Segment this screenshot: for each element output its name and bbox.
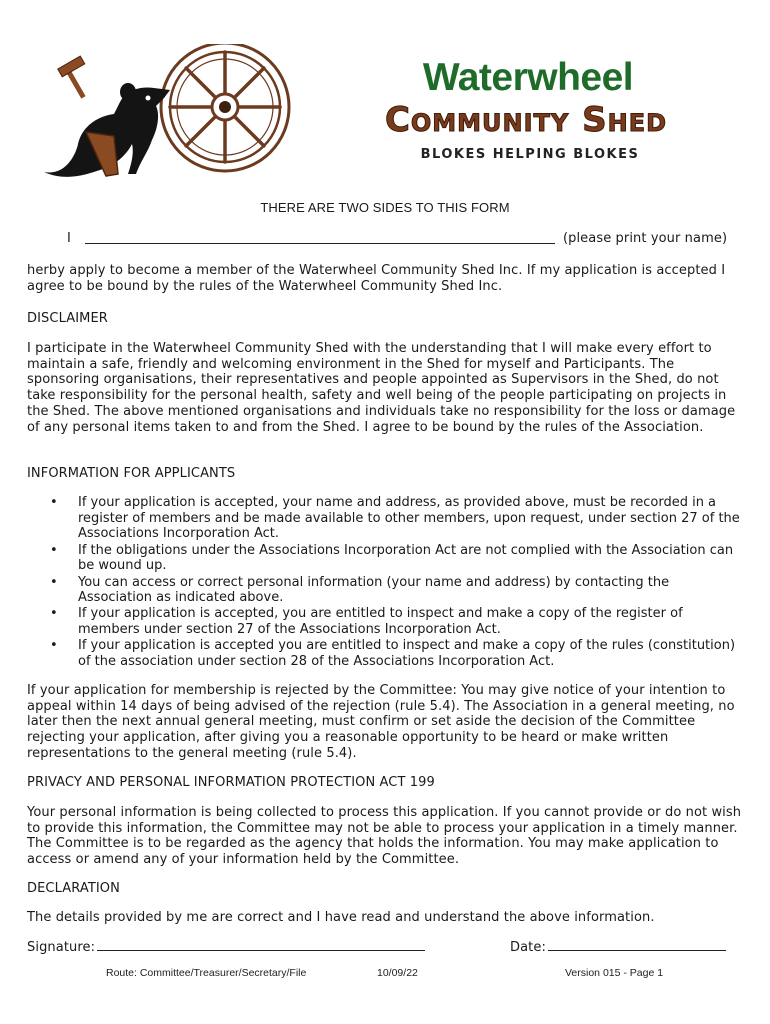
date-label: Date:: [510, 940, 546, 955]
two-sides-notice: THERE ARE TWO SIDES TO THIS FORM: [260, 200, 510, 215]
privacy-heading: PRIVACY AND PERSONAL INFORMATION PROTECTION ACT 199: [27, 775, 435, 790]
date-field[interactable]: [548, 939, 726, 951]
list-item: • If your application is accepted you are entitled to inspect and make a copy of the rules (constitution) of the association under section 28 of the Associations Incorporation Act.: [50, 638, 736, 670]
info-heading: INFORMATION FOR APPLICANTS: [27, 466, 236, 481]
bullet-icon: •: [50, 495, 58, 510]
bullet-icon: •: [50, 606, 58, 622]
disclaimer-text: I participate in the Waterwheel Community Shed with the understanding that I will make every effort to maintain a safe, friendly and welcoming environment in the Shed for myself and Participants. The sponsoring organisations, their representatives and people appointed as Supervisors in the Shed, do not take responsibility for the personal health, safety and well being of the people participating on projects in the Shed. The above mentioned organisations and individuals take no responsibility for the loss or damage of any personal items taken to and from the Shed. I agree to be bound by the rules of the Association.: [27, 341, 736, 435]
name-prefix: I: [67, 231, 71, 246]
signature-field[interactable]: [97, 939, 425, 951]
list-item: • If your application is accepted, you are entitled to inspect and make a copy of the register of members under section 27 of the Associations Incorporation Act.: [50, 606, 683, 638]
rat-mascot-icon: [44, 56, 170, 177]
name-line: [67, 231, 747, 247]
name-hint: (please print your name): [562, 231, 728, 246]
signature-label: Signature:: [27, 940, 96, 955]
declaration-text: The details provided by me are correct and I have read and understand the above information.: [27, 910, 655, 925]
rejection-text: If your application for membership is rejected by the Committee: You may give notice of your intention to appeal within 14 days of being advised of the rejection (rule 5.4). The Association in a general meeting, no later then the next annual general meeting, must confirm or set aside the decision of the Committee rejecting your application, after giving you a reasonable opportunity to be heard or make written representations to the general meeting (rule 5.4).: [27, 683, 735, 761]
footer-route: Route: Committee/Treasurer/Secretary/File: [106, 967, 307, 979]
brand-subtitle: Community Shed: [384, 100, 668, 140]
footer-version: Version 015 - Page 1: [565, 967, 664, 979]
info-list: [50, 495, 742, 670]
bullet-icon: •: [50, 638, 58, 654]
application-statement: herby apply to become a member of the Waterwheel Community Shed Inc. If my application is accepted I agree to be bound by the rules of the Waterwheel Community Shed Inc.: [27, 263, 726, 294]
wagon-wheel-icon: [161, 44, 289, 171]
list-item: • If the obligations under the Associations Incorporation Act are not complied with the Association can be wound up.: [50, 542, 734, 574]
signature-row: [27, 939, 737, 956]
waterwheel-logo: [36, 44, 298, 186]
privacy-text: Your personal information is being collected to process this application. If you cannot provide or do not wish to provide this information, the Committee may not be able to process your application in a timely manner. The Committee is to be regarded as the agency that holds the information. You may make application to access or amend any of your information held by the Committee.: [27, 805, 742, 868]
name-field[interactable]: [85, 231, 555, 244]
disclaimer-heading: DISCLAIMER: [27, 311, 108, 326]
brand-tagline: BLOKES HELPING BLOKES: [420, 147, 640, 162]
list-item: • If your application is accepted, your name and address, as provided above, must be recorded in a register of members and be made available to other members, upon request, under section 27 of the Associations Incorporation Act.: [50, 495, 740, 542]
bullet-icon: •: [50, 574, 58, 590]
list-item: • You can access or correct personal information (your name and address) by contacting the Association as indicated above.: [50, 574, 670, 606]
brand-title: Waterwheel: [422, 56, 634, 99]
date-block: [510, 939, 726, 956]
bullet-icon: •: [50, 542, 58, 558]
footer-date: 10/09/22: [377, 967, 418, 979]
declaration-heading: DECLARATION: [27, 881, 120, 896]
